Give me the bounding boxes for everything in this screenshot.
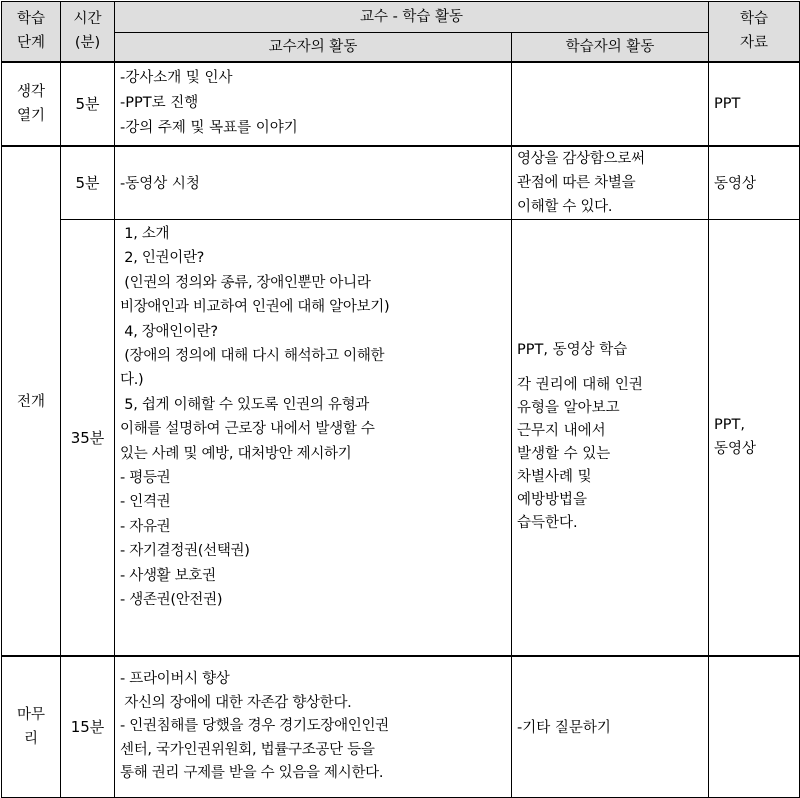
header-material: 학습 자료 — [709, 2, 800, 62]
learner-activity-cell: 영상을 감상함으로써 관점에 따른 차별을 이해할 수 있다. — [512, 146, 709, 220]
table-row — [2, 656, 800, 798]
material-cell: 동영상 — [709, 146, 800, 220]
stage-cell: 마무 리 — [2, 656, 61, 798]
header-row-1 — [2, 2, 800, 33]
header-teacher-activity: 교수자의 활동 — [115, 33, 512, 62]
time-cell: 15분 — [61, 656, 115, 798]
time-cell: 5분 — [61, 62, 115, 146]
table-row — [2, 146, 800, 220]
time-cell: 35분 — [61, 220, 115, 656]
time-cell: 5분 — [61, 146, 115, 220]
header-learner-activity: 학습자의 활동 — [512, 33, 709, 62]
learner-activity-cell: -기타 질문하기 — [512, 656, 709, 798]
lesson-plan-table — [1, 1, 800, 798]
learner-activity-cell — [512, 62, 709, 146]
table-row — [2, 220, 800, 656]
teacher-activity-cell: -강사소개 및 인사 -PPT로 진행 -강의 주제 및 목표를 이야기 — [115, 62, 512, 146]
table-row — [2, 62, 800, 146]
learner-activity-cell: PPT, 동영상 학습 각 권리에 대해 인권 유형을 알아보고 근무지 내에서 발생할 수 있는 차별사례 및 예방방법을 습득한다. — [512, 220, 709, 656]
teacher-activity-cell: - 프라이버시 향상 자신의 장애에 대한 자존감 향상한다. - 인권침해를 당했을 경우 경기도장애인인권 센터, 국가인권위원회, 법률구조공단 등을 통해 권리 구제를 받을 수 있음을 제시한다. — [115, 656, 512, 798]
teacher-activity-cell: -동영상 시청 — [115, 146, 512, 220]
header-stage: 학습 단계 — [2, 2, 61, 62]
stage-cell: 전개 — [2, 146, 61, 656]
header-row-2 — [2, 33, 800, 62]
material-cell: PPT — [709, 62, 800, 146]
material-cell: PPT, 동영상 — [709, 220, 800, 656]
material-cell — [709, 656, 800, 798]
stage-cell: 생각 열기 — [2, 62, 61, 146]
teacher-activity-cell: 1, 소개 2, 인권이란? (인권의 정의와 종류, 장애인뿐만 아니라 비장애인과 비교하여 인권에 대해 알아보기) 4, 장애인이란? (장애의 정의에 대해 다시 해석하고 이해한 다.) 5, 쉽게 이해할 수 있도록 인권의 유형과 이해를 설명하여 근로장 내에서 발생할 수 있는 사례 및 예방, 대처방안 제시하기 - 평등권 - 인격권 - 자유권 - 자기결정권(선택권) - 사생활 보호권 - 생존권(안전권) — [115, 220, 512, 656]
header-activity: 교수 - 학습 활동 — [115, 2, 709, 33]
header-time: 시간 (분) — [61, 2, 115, 62]
